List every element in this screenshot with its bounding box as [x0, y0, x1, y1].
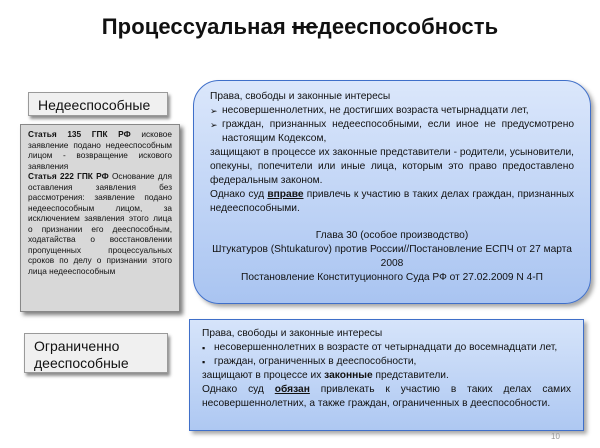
square-bullet-icon: ▪: [202, 343, 206, 353]
title-part-2: дееспособность: [317, 14, 499, 39]
page-number: 10: [551, 432, 560, 441]
box2-court-before: Однако суд: [202, 384, 275, 395]
box1-court-after: привлечь к участию в таких делах граждан, признанных недееспособными.: [210, 189, 574, 214]
label-limited-capacity: Ограниченно дееспособные: [24, 333, 168, 373]
box1-protect-text: защищают в процессе их законные представители - родители, усыновители, опекуны, попечители или иные лица, которым это право предоставлено федеральным законом.: [210, 147, 574, 186]
box1-bullet-text: несовершеннолетних, не достигших возраста четырнадцати лет,: [222, 105, 529, 116]
article-135-text: исковое заявление подано недееспособным лицом - возвращение искового заявления: [28, 129, 172, 171]
box1-ref-echr: Штукатуров (Shtukaturov) против России//Постановление ЕСПЧ от 27 марта 2008: [212, 244, 572, 269]
box2-bullet: [202, 341, 571, 355]
box2-protect-after: представители.: [372, 370, 449, 381]
box2-protect-keyword: законные: [324, 370, 373, 381]
box2-court-after: привлекать к участию в таких делах самих несовершеннолетних, а также граждан, ограниченных в дееспособности.: [202, 384, 571, 409]
box2-court-keyword: обязан: [274, 384, 310, 395]
title-strikethrough: не: [292, 14, 318, 39]
box2-bullet-text: несовершеннолетних в возрасте от четырнадцати до восемнадцати лет,: [214, 342, 558, 353]
box1-heading: Права, свободы и законные интересы: [210, 91, 391, 102]
box1-bullet-text: граждан, признанных недееспособными, если иное не предусмотрено настоящим Кодексом,: [222, 119, 574, 144]
procedure-note: [20, 124, 180, 312]
incapable-rights-box: [193, 80, 591, 304]
label-incapable: Недееспособные: [28, 92, 168, 116]
title-part-1: Процессуальная: [101, 14, 293, 39]
box1-court-before: Однако суд: [210, 189, 268, 200]
box2-bullet: [202, 355, 571, 369]
limited-rights-box: [189, 319, 584, 431]
box1-ref-constitutional: Постановление Конституционного Суда РФ от 27.02.2009 N 4-П: [241, 272, 543, 283]
box1-bullet: [210, 118, 574, 146]
article-222-text: Основание для оставления заявления без рассмотрения: заявление подано недееспособным лицом, за исключением заявления этого лица о признании его дееспособным, ходатайства о восстановлении пропущенных процессуальных сроков по делу о признании этого лица недееспособным: [28, 171, 173, 276]
box2-heading: Права, свободы и законные интересы: [202, 328, 383, 339]
article-135-heading: Статья 135 ГПК РФ: [28, 129, 131, 139]
article-222-heading: Статья 222 ГПК РФ: [28, 171, 109, 181]
box1-court-text: [210, 188, 574, 216]
box2-court-text: [202, 383, 571, 411]
square-bullet-icon: ▪: [202, 357, 206, 367]
box2-bullet-text: граждан, ограниченных в дееспособности,: [214, 356, 417, 367]
page-title: [0, 14, 600, 40]
box1-court-keyword: вправе: [267, 189, 304, 200]
arrow-bullet-icon: ➢: [210, 120, 218, 130]
box1-bullet: [210, 104, 574, 118]
box1-ref-chapter: Глава 30 (особое производство): [315, 230, 469, 241]
box2-protect-before: защищают в процессе их: [202, 370, 325, 381]
box2-protect-text: [202, 369, 571, 383]
arrow-bullet-icon: ➢: [210, 106, 218, 116]
